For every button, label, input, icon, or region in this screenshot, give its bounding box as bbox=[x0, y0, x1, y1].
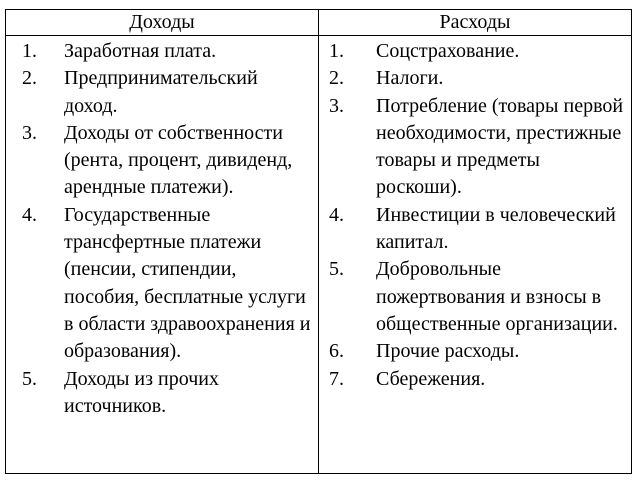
item-number: 2. bbox=[329, 67, 344, 90]
expense-item bbox=[319, 256, 631, 338]
expenses-list bbox=[319, 36, 631, 393]
item-text: Государственные трансфертные платежи (пенсии, стипендии, пособия, бесплатные услуги в области здравоохранения и образования). bbox=[64, 203, 311, 363]
item-number: 3. bbox=[22, 121, 37, 144]
item-number: 1. bbox=[329, 40, 344, 62]
expenses-header: Расходы bbox=[319, 10, 632, 36]
header-row bbox=[6, 10, 632, 36]
expense-item bbox=[319, 366, 631, 393]
expense-item bbox=[319, 93, 631, 202]
item-text: Предпринимательский доход. bbox=[64, 67, 258, 117]
item-number: 6. bbox=[329, 340, 344, 363]
income-item bbox=[6, 38, 318, 65]
expense-item bbox=[319, 65, 631, 92]
income-item bbox=[6, 120, 318, 202]
item-text: Заработная плата. bbox=[64, 40, 217, 62]
expenses-cell bbox=[319, 36, 632, 474]
income-expense-table bbox=[5, 9, 632, 474]
income-cell bbox=[6, 36, 319, 474]
income-list bbox=[6, 36, 318, 420]
item-text: Доходы от собственности (рента, процент, дивиденд, арендные платежи). bbox=[64, 121, 293, 199]
income-item bbox=[6, 202, 318, 366]
item-text: Доходы из прочих источников. bbox=[64, 367, 219, 417]
expense-item bbox=[319, 202, 631, 257]
item-number: 7. bbox=[329, 367, 344, 390]
item-number: 4. bbox=[22, 203, 37, 226]
item-text: Добровольные пожертвования и взносы в общественные организации. bbox=[376, 258, 618, 335]
item-number: 5. bbox=[329, 258, 344, 281]
item-text: Налоги. bbox=[376, 67, 444, 90]
item-number: 1. bbox=[22, 40, 37, 62]
item-text: Сбережения. bbox=[376, 367, 486, 390]
item-text: Инвестиции в человеческий капитал. bbox=[376, 203, 616, 254]
expense-item bbox=[319, 338, 631, 365]
expense-item bbox=[319, 38, 631, 65]
item-number: 3. bbox=[329, 94, 344, 117]
content-row bbox=[6, 36, 632, 474]
item-text: Соцстрахование. bbox=[376, 40, 520, 62]
item-number: 5. bbox=[22, 367, 37, 390]
income-item bbox=[6, 65, 318, 120]
income-header: Доходы bbox=[6, 10, 319, 36]
income-item bbox=[6, 366, 318, 421]
item-number: 2. bbox=[22, 67, 37, 90]
item-text: Потребление (товары первой необходимости, престижные товары и предметы роскоши). bbox=[376, 94, 624, 199]
item-number: 4. bbox=[329, 203, 344, 226]
item-text: Прочие расходы. bbox=[376, 340, 520, 363]
